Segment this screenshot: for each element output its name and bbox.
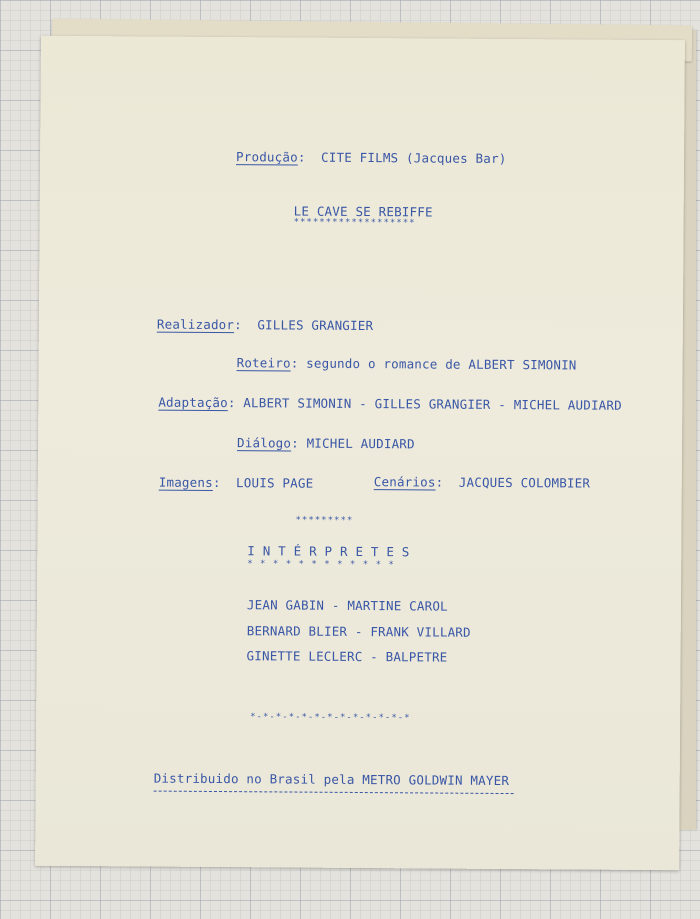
imagens-value: LOUIS PAGE xyxy=(236,475,314,491)
imagens-label: Imagens xyxy=(158,474,213,490)
realizador-line: Realizador: GILLES GRANGIER xyxy=(156,316,374,334)
adaptacao-value: ALBERT SIMONIN - GILLES GRANGIER - MICHEL AUDIARD xyxy=(243,395,622,413)
cenarios-value: JACQUES COLOMBIER xyxy=(458,474,591,491)
adaptacao-label: Adaptação xyxy=(158,394,228,411)
producao-label: Produção xyxy=(236,149,298,165)
bottom-rule xyxy=(154,791,514,795)
realizador-label: Realizador xyxy=(156,316,235,333)
producao-value: CITE FILMS (Jacques Bar) xyxy=(321,149,507,167)
cast-line: GINETTE LECLERC - BALPETRE xyxy=(246,648,448,665)
roteiro-line: Roteiro: segundo o romance de ALBERT SIMONIN xyxy=(236,355,577,373)
dialogo-label: Diálogo xyxy=(237,435,292,451)
cenarios-label: Cenários xyxy=(373,474,436,490)
end-ornament: *-*-*-*-*-*-*-*-*-*-*-*-* xyxy=(250,712,411,724)
interpretes-stars: * * * * * * * * * * * * xyxy=(247,559,395,571)
dialogo-value: MICHEL AUDIARD xyxy=(306,435,415,452)
dialogo-line: Diálogo: MICHEL AUDIARD xyxy=(237,435,415,452)
separator-stars: ********* xyxy=(295,515,354,526)
cenarios-line: Cenários: JACQUES COLOMBIER xyxy=(373,474,591,491)
realizador-value: GILLES GRANGIER xyxy=(257,317,374,334)
roteiro-label: Roteiro xyxy=(236,355,291,371)
cast-line: JEAN GABIN - MARTINE CAROL xyxy=(246,597,448,614)
typed-document-page xyxy=(35,36,685,870)
film-title: LE CAVE SE REBIFFE xyxy=(293,203,433,220)
cast-line: BERNARD BLIER - FRANK VILLARD xyxy=(246,623,471,640)
interpretes-heading: I N T É R P R E T E S xyxy=(247,543,410,560)
roteiro-value: segundo o romance de ALBERT SIMONIN xyxy=(306,355,577,373)
title-stars: ******************* xyxy=(293,217,416,229)
distribuido-line: Distribuido no Brasil pela METRO GOLDWIN MAYER xyxy=(153,770,510,789)
producao-line: Produção: CITE FILMS (Jacques Bar) xyxy=(236,149,507,167)
adaptacao-line: Adaptação: ALBERT SIMONIN - GILLES GRANGIER - MICHEL AUDIARD xyxy=(158,394,622,413)
imagens-line: Imagens: LOUIS PAGE xyxy=(158,474,314,491)
